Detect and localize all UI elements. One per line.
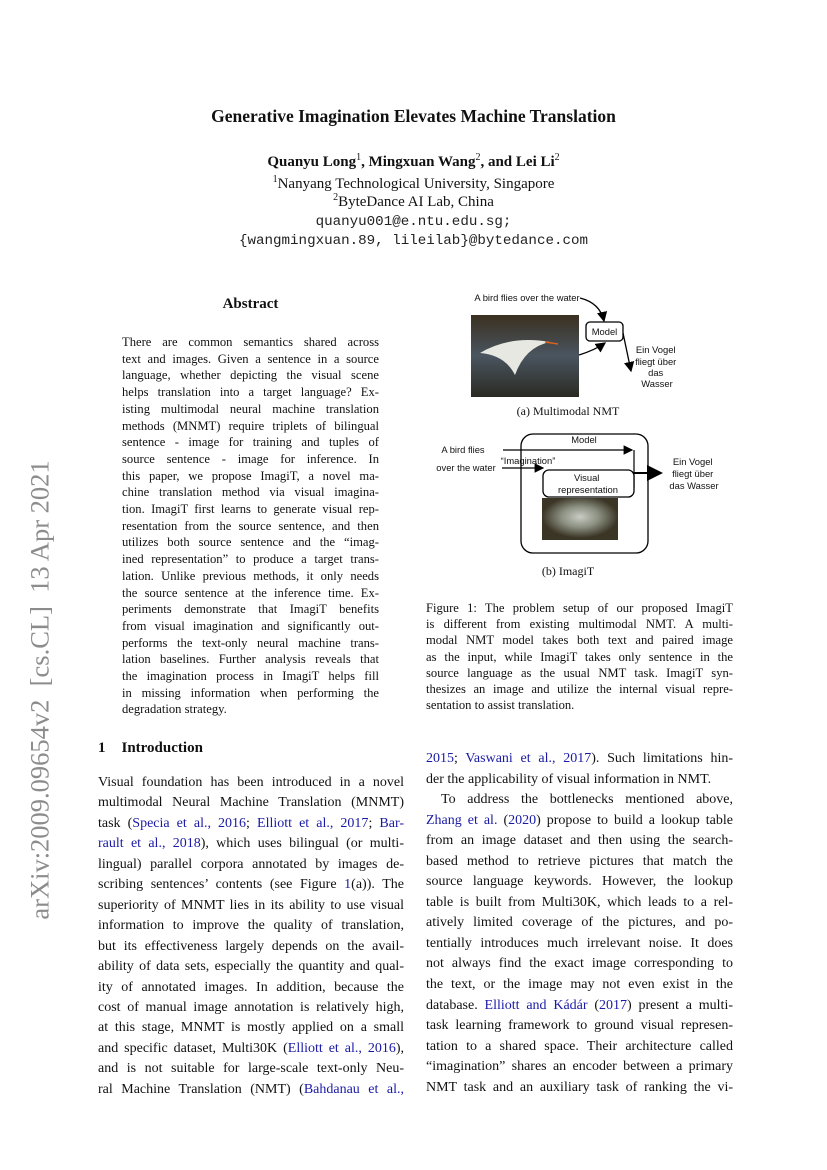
text-span: based method to retrieve pictures that match the xyxy=(426,853,733,869)
citation-link[interactable]: Elliott et al., 2016 xyxy=(287,1040,396,1056)
section-heading xyxy=(98,740,203,757)
text-span: at this stage, MNMT is mostly applied on a small xyxy=(98,1020,404,1036)
text-line xyxy=(122,501,379,518)
fig-b-output xyxy=(669,456,718,491)
author-affil-mark: 2 xyxy=(475,152,481,163)
figure-1 xyxy=(415,285,735,585)
text-span: multimodal Neural Machine Translation (MNMT) xyxy=(98,795,404,811)
author-name: Mingxuan Wang xyxy=(368,154,476,170)
text-line xyxy=(98,1059,404,1079)
text-span: is different from existing multimodal NMT. A multi- xyxy=(426,617,733,632)
author-affil-mark: 2 xyxy=(554,152,560,163)
author-name: Lei Li xyxy=(515,154,555,170)
text-line xyxy=(122,585,379,602)
citation-link[interactable]: Elliott and Kádár xyxy=(484,997,588,1013)
text-line xyxy=(426,681,733,697)
text-line xyxy=(426,632,733,648)
text-line xyxy=(122,434,379,451)
abstract-heading: Abstract xyxy=(222,296,279,312)
text-line xyxy=(122,451,379,468)
text-line xyxy=(426,749,733,770)
text-span: ; xyxy=(368,815,380,831)
text-span: in missing information when performing the xyxy=(122,685,379,700)
text-line xyxy=(426,893,733,914)
fig-a-output-line: fliegt über xyxy=(635,356,677,367)
text-line xyxy=(122,635,379,652)
text-span: language, whether depicting the visual scene xyxy=(122,368,379,383)
text-span: periments demonstrate that ImagiT benefits xyxy=(122,602,379,617)
text-span: information to improve the quality of translation, xyxy=(98,918,404,934)
text-line xyxy=(122,601,379,618)
text-span: thesizes an image and utilize the internal visual repre- xyxy=(426,682,733,697)
text-line xyxy=(98,773,404,793)
text-line xyxy=(426,649,733,665)
text-span: tion. ImagiT first learns to generate visual rep- xyxy=(122,502,379,517)
text-line xyxy=(122,668,379,685)
fig-b-visual-line: Visual xyxy=(574,472,600,483)
fig-b-output-line: das Wasser xyxy=(669,480,719,491)
fig-b-input-1: A bird flies xyxy=(441,444,485,455)
text-span: task learning framework to ground visual represen- xyxy=(426,1018,733,1034)
text-line xyxy=(122,401,379,418)
citation-link[interactable]: Elliott et al., 2017 xyxy=(257,815,369,831)
fig-a-output-line: das xyxy=(648,367,664,378)
text-line xyxy=(122,685,379,702)
text-line xyxy=(426,872,733,893)
text-span: this paper, we propose ImagiT, a novel ma- xyxy=(122,468,379,483)
text-line xyxy=(426,934,733,955)
text-line xyxy=(122,701,379,718)
fig-b-imagination: “Imagination” xyxy=(500,455,556,466)
text-line xyxy=(98,978,404,998)
text-line xyxy=(426,770,733,791)
fig-a-model: Model xyxy=(591,326,618,337)
text-span: from an image dataset and then using the search- xyxy=(426,833,733,849)
email: {wangmingxuan.89, lileilab}@bytedance.com xyxy=(238,233,589,249)
affil-text: ByteDance AI Lab, China xyxy=(338,194,494,210)
text-span: the text, or the image may not even exist in the xyxy=(426,977,733,993)
text-line xyxy=(98,855,404,875)
author-list xyxy=(0,152,827,171)
text-span: performs the text-only neural machine trans- xyxy=(122,635,379,650)
text-span: lingual) parallel corpora annotated by images de- xyxy=(98,856,404,872)
author-separator: , and xyxy=(480,154,516,170)
citation-link[interactable]: 1 xyxy=(344,877,352,893)
text-line xyxy=(98,834,404,854)
text-span: Visual foundation has been introduced in a novel xyxy=(98,775,404,790)
text-line xyxy=(426,811,733,832)
text-line xyxy=(426,831,733,852)
text-span: der the applicability of visual information in NMT. xyxy=(426,771,712,787)
affil-text: Nanyang Technological University, Singapore xyxy=(277,176,555,192)
text-line xyxy=(122,351,379,368)
text-line xyxy=(122,334,379,351)
fig-b-input-2: over the water xyxy=(436,462,496,473)
text-span: ral Machine Translation (NMT) ( xyxy=(98,1081,304,1097)
citation-link[interactable]: Specia et al., 2016 xyxy=(132,815,247,831)
text-span: the source sentence at the inference time. Ex- xyxy=(122,585,379,600)
text-span: methods (MNMT) require triplets of bilingual xyxy=(122,418,379,433)
text-span: text and images. Given a sentence in a source xyxy=(122,351,379,366)
text-line xyxy=(426,665,733,681)
text-line xyxy=(426,600,733,616)
text-span: source sentence - image for inference. In xyxy=(122,451,379,466)
text-span: To address the bottlenecks mentioned above, xyxy=(441,792,733,808)
citation-link[interactable]: Bar- xyxy=(379,815,405,831)
citation-link[interactable]: 2017 xyxy=(599,997,628,1013)
text-span: not always find the exact image corresponding to xyxy=(426,956,733,972)
citation-link[interactable]: rault et al., 2018 xyxy=(98,836,201,852)
text-line xyxy=(122,484,379,501)
text-line xyxy=(122,518,379,535)
text-span: lation. Unlike previous methods, it only needs xyxy=(122,568,379,583)
text-span: lation baselines. Further analysis reveals that xyxy=(122,652,379,667)
text-span: source language keywords. However, the lookup xyxy=(426,874,733,890)
affiliation xyxy=(0,174,827,193)
figure-caption xyxy=(426,600,733,713)
abstract-body xyxy=(122,334,379,718)
intro-left-column xyxy=(98,773,404,1100)
text-span: ; xyxy=(246,815,258,831)
text-span: NMT task and an auxiliary task of ranking the vi- xyxy=(426,1079,733,1095)
text-span: sentence - image for training and tuples of xyxy=(122,435,379,450)
text-span: ), xyxy=(395,1040,404,1056)
email: quanyu001@e.ntu.edu.sg; xyxy=(315,214,512,230)
text-line xyxy=(98,875,404,895)
text-span: and is not suitable for large-scale text-only Neu- xyxy=(98,1061,404,1077)
text-line xyxy=(98,1080,404,1100)
text-line xyxy=(122,551,379,568)
text-span: scribing sentences’ contents (see Figure xyxy=(98,877,345,893)
text-span: resentation from the source sentence, and then xyxy=(122,518,379,533)
fig-b-visual-line: representation xyxy=(558,484,618,495)
text-line xyxy=(122,568,379,585)
text-line xyxy=(98,957,404,977)
text-line xyxy=(122,618,379,635)
text-span: the imagination process in ImagiT helps fill xyxy=(122,669,379,684)
text-span: ity of annotated images. In addition, because the xyxy=(98,979,404,995)
text-span: from visual imagination and significantly out- xyxy=(122,618,379,633)
text-line xyxy=(98,1018,404,1038)
text-line xyxy=(98,937,404,957)
text-span: tation to a shared space. Their architecture called xyxy=(426,1038,733,1054)
text-span: degradation strategy. xyxy=(122,702,227,717)
text-line xyxy=(426,697,733,713)
text-line xyxy=(426,996,733,1017)
text-line xyxy=(426,616,733,632)
text-line xyxy=(426,1016,733,1037)
text-span: ( xyxy=(497,812,509,828)
text-line xyxy=(426,1057,733,1078)
text-span: chine translation method via visual imagina- xyxy=(122,485,379,500)
citation-link[interactable]: 2015 xyxy=(426,751,454,766)
text-span: modal NMT model takes both text and paired image xyxy=(426,633,733,648)
text-line xyxy=(426,913,733,934)
text-span: isting multimodal neural machine translation xyxy=(122,401,379,416)
text-span: ( xyxy=(587,997,600,1013)
paper-title: Generative Imagination Elevates Machine Translation xyxy=(211,106,616,126)
text-span: task ( xyxy=(98,815,133,831)
affil-mark: 1 xyxy=(272,174,278,185)
author-separator: , xyxy=(361,154,369,170)
text-line xyxy=(122,468,379,485)
text-span: as the input, while ImagiT takes only sentence in the xyxy=(426,649,733,664)
text-line xyxy=(122,384,379,401)
text-line xyxy=(122,534,379,551)
text-line xyxy=(122,418,379,435)
text-line xyxy=(426,790,733,811)
text-span: Figure 1: The problem setup of our proposed ImagiT xyxy=(426,601,733,615)
fig-b-model: Model xyxy=(571,434,597,445)
text-span: (a)). The xyxy=(351,877,404,893)
fig-a-input: A bird flies over the water xyxy=(474,292,580,303)
text-span: but its effectiveness largely depends on the avail- xyxy=(98,938,404,954)
text-line xyxy=(426,975,733,996)
text-span: ; xyxy=(454,751,466,766)
text-span: table is built from Multi30K, which leads to a rel- xyxy=(426,894,733,910)
text-span: utilizes both source sentence and the “imag- xyxy=(122,535,379,550)
author-affil-mark: 1 xyxy=(356,152,362,163)
intro-right-column xyxy=(426,749,733,1098)
text-span: atively limited coverage of the pictures, and po- xyxy=(426,915,733,931)
fig-a-output xyxy=(635,344,679,389)
text-span: There are common semantics shared across xyxy=(122,335,379,349)
text-span: ). Such limitations hin- xyxy=(591,751,733,766)
text-span: helps translation into a target language? Ex- xyxy=(122,385,379,400)
citation-link[interactable]: Zhang et al. xyxy=(426,812,498,828)
text-line xyxy=(426,852,733,873)
text-span: source language as the usual NMT task. ImagiT syn- xyxy=(426,665,733,680)
fig-a-caption: (a) Multimodal NMT xyxy=(516,404,620,418)
citation-link[interactable]: Vaswani et al., 2017 xyxy=(465,751,592,766)
section-title: Introduction xyxy=(121,740,203,756)
text-span: sentation to assist translation. xyxy=(426,698,575,713)
bird-photo xyxy=(471,315,579,397)
text-line xyxy=(98,1039,404,1059)
text-line xyxy=(98,896,404,916)
text-line xyxy=(426,1078,733,1099)
section-number: 1 xyxy=(98,740,106,756)
text-line xyxy=(426,954,733,975)
text-line xyxy=(98,814,404,834)
arxiv-stamp: arXiv:2009.09654v2 [cs.CL] 13 Apr 2021 xyxy=(24,460,55,920)
text-span: and specific dataset, Multi30K ( xyxy=(98,1040,288,1056)
fig-a-output-line: Wasser xyxy=(641,378,673,389)
imagined-image xyxy=(542,498,618,540)
text-line xyxy=(98,793,404,813)
text-line xyxy=(426,1037,733,1058)
fig-b-caption: (b) ImagiT xyxy=(541,564,595,578)
text-span: tentially introduces much irrelevant noise. It does xyxy=(426,935,733,951)
citation-link[interactable]: 2020 xyxy=(508,812,537,828)
affiliation xyxy=(0,192,827,211)
affil-mark: 2 xyxy=(333,192,339,203)
citation-link[interactable]: Bahdanau et al., xyxy=(303,1081,404,1097)
text-span: ined representation” to produce a target trans- xyxy=(122,552,379,567)
fig-a-output-line: Ein Vogel xyxy=(635,344,676,355)
text-line xyxy=(122,367,379,384)
text-span: ability of data sets, especially the quantity and qual- xyxy=(98,959,404,975)
fig-b-output-line: Ein Vogel xyxy=(672,456,713,467)
text-span: database. xyxy=(426,997,485,1013)
text-span: cost of manual image annotation is relatively high, xyxy=(98,999,404,1015)
text-span: ) present a multi- xyxy=(627,997,734,1013)
text-line xyxy=(122,651,379,668)
author-name: Quanyu Long xyxy=(267,154,357,170)
text-span: superiority of MNMT lies in its ability to use visual xyxy=(98,897,404,913)
text-line xyxy=(98,998,404,1018)
fig-b-output-line: fliegt über xyxy=(672,468,714,479)
text-span: ), which uses bilingual (or multi- xyxy=(200,836,404,852)
text-span: “imagination” shares an encoder between a primary xyxy=(426,1059,733,1075)
text-line xyxy=(98,916,404,936)
text-span: ) propose to build a lookup table xyxy=(536,812,733,828)
